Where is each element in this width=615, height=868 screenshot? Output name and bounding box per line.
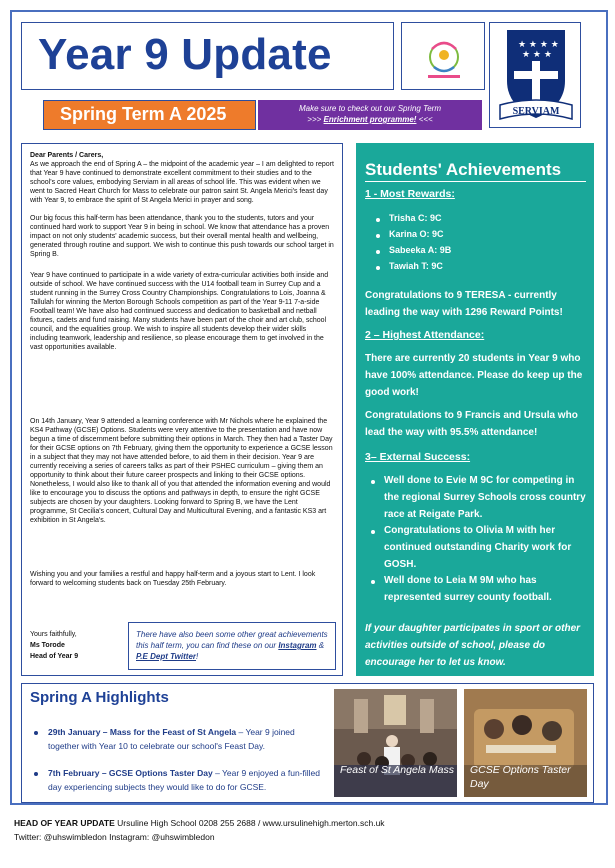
letter-paragraph-1: As we approach the end of Spring A – the midpoint of the academic year – I am delighted to report that Year 9 have continued to demonstrate excellent commitment to their studies and to the school's core values, embodying Serviam in all areas of school life. This was evident when we went to Sacred Heart Church for Mass to celebrate our patron saint St. Angela Merici's feast day with Year 9, to embrace the spirit of St Angela Merici in prayer and song. [30,161,334,204]
letter-paragraph-2: Our big focus this half-term has been attendance, thank you to the students, tutors and your continued hard work to support Year 9 in being in school. We know that attendance has a proven impact on not only students' academic success, but their overall mental health and wellbeing, generated through routine and support. We wish to continue this push towards our school target in Spring B. [30,215,334,258]
highlight-1-heading: 29th January – Mass for the Feast of St Angela [48,727,237,737]
attendance-congrats: Congratulations to 9 Francis and Ursula who lead the way with 95.5% attendance! [365,410,578,438]
instagram-link[interactable]: Instagram [278,641,317,650]
achievements-divider [365,181,586,182]
attendance-text: There are currently 20 students in Year 9 who have 100% attendance. Please do keep up the good work! [365,353,583,398]
social-note [136,629,332,662]
external-item: Congratulations to Olivia M with her continued outstanding Charity work for GOSH. [384,525,572,570]
bullet-icon [376,218,380,222]
footer-school-info: Ursuline High School 0208 255 2688 / www.ursulinehigh.merton.sch.uk [114,818,385,828]
bullet-icon [376,234,380,238]
most-rewards-heading: 1 - Most Rewards: [365,188,455,200]
social-note-end: ! [196,652,199,661]
highlight-2-heading: 7th February – GCSE Options Taster Day [48,768,213,778]
external-item: Well done to Evie M 9C for competing in the regional Surrey Schools cross country race at Reigate Park. [384,475,586,520]
svg-text:★ ★ ★: ★ ★ ★ [522,50,552,60]
page-title: Year 9 Update [38,30,332,79]
enrichment-prefix: >>> [307,115,324,124]
reward-item: Sabeeka A: 9B [389,245,452,255]
footer-line-1 [14,818,385,828]
letter-signer: Ms Torode [30,642,65,649]
bullet-icon [34,772,38,776]
school-crest [489,22,581,128]
crest-motto: SERVIAM [512,106,560,117]
mass-photo-caption: Feast of St Angela Mass [340,764,454,776]
letter-signoff: Yours faithfully, [30,631,77,638]
school-anniversary-logo [401,22,485,90]
footer-heading: HEAD OF YEAR UPDATE [14,818,115,828]
term-label: Spring Term A 2025 [60,104,227,124]
attendance-heading: 2 – Highest Attendance: [365,329,485,341]
external-success-heading: 3– External Success: [365,451,471,463]
rewards-congrats: Congratulations to 9 TERESA - currently leading the way with 1296 Reward Points! [365,290,563,318]
bullet-icon [371,580,375,584]
bullet-icon [376,250,380,254]
mass-photo [334,689,457,797]
letter-role: Head of Year 9 [30,653,79,660]
achievements-closing: If your daughter participates in sport or other activities outside of school, please do encourage her to let us know. [365,623,581,668]
achievements-title: Students' Achievements [365,160,562,179]
bullet-icon [371,480,375,484]
highlight-item-1 [48,725,326,753]
highlight-2-text: – Year 9 enjoyed a fun-filled day experiencing subjects they would like to do for GCSE. [48,768,320,792]
enrichment-link[interactable]: Enrichment programme! [323,115,417,124]
enrichment-link-line [258,115,482,124]
social-note-text: There have also been some other great achievements this half term, you can find these on our [136,630,328,650]
external-item: Well done to Leia M 9M who has represented surrey county football. [384,575,552,603]
enrichment-suffix: <<< [416,115,433,124]
pe-twitter-link[interactable]: P.E Dept Twitter [136,652,197,661]
bullet-icon [371,530,375,534]
highlights-title: Spring A Highlights [30,689,169,706]
reward-item: Trisha C: 9C [389,213,442,223]
reward-item: Tawiah T: 9C [389,261,443,271]
letter-paragraph-5: Wishing you and your families a restful and happy half-term and a joyous start to Lent. I look forward to welcoming students back on Tuesday 25th February. [30,571,316,587]
letter-paragraph-3: Year 9 have continued to participate in a wide variety of extra-curricular activities both inside and outside of school. We have continued success with the U14 football team in Surrey Cup and a student running in the Surrey Cross Country Championships. Congratulations to Lois, Joanna & Tallulah for winning the Merton Borough Schools competition as part of the Year 9-11 7-a-side Football team! We have also had continued success and dedication to basketball and netball fixtures, cadets and fund raising. Many students have been part of the choir and art club, school council, and the equalities group. We wish to inspire all students develop their wider skills including teamwork, leadership and resilience, so please encourage them to get involved in the vast opportunities available. [30,272,329,351]
social-note-and: & [316,641,325,650]
taster-day-caption: GCSE Options Taster Day [470,764,571,790]
bullet-icon [376,266,380,270]
svg-text:★ ★ ★ ★: ★ ★ ★ ★ [518,40,559,50]
letter-greeting: Dear Parents / Carers, [30,152,104,159]
enrichment-text: Make sure to check out our Spring Term [299,104,441,113]
highlight-item-2 [48,766,326,794]
footer-social: Twitter: @uhswimbledon Instagram: @uhswimbledon [14,832,215,842]
highlight-1-text: – Year 9 joined together with Year 10 to celebrate our school's Feast Day. [48,727,295,751]
letter-paragraph-4: On 14th January, Year 9 attended a learning conference with Mr Nichols where he explained the KS4 Pathway (GCSE) Options. Students were very attentive to the presentation and have now begun a time of discernment before submitting their options in March. They then had a Taster Day for their GCSE options on 7th February, giving them the opportunity to experience a GCSE lesson in a subject that they may not have attended before, to aid them in their decision. Year 9 are currently receiving a series of careers talks as part of their PSHEC curriculum – giving them an opportunity to think about their future career prospects and linking to their GCSE options. Nonetheless, I would also like to thank all of you that attended the information evening and would like to encourage you to discuss the options and pathways in depth, to ensure the right GCSE subjects are chosen by your daughters. Looking forward to Spring B, we have the Lent programme, St Cecilia's concert, Cultural Day and Multicultural Evening, and a fantastic KS3 art exhibition in St Angela's. [30,418,333,524]
bullet-icon [34,731,38,735]
reward-item: Karina O: 9C [389,229,444,239]
